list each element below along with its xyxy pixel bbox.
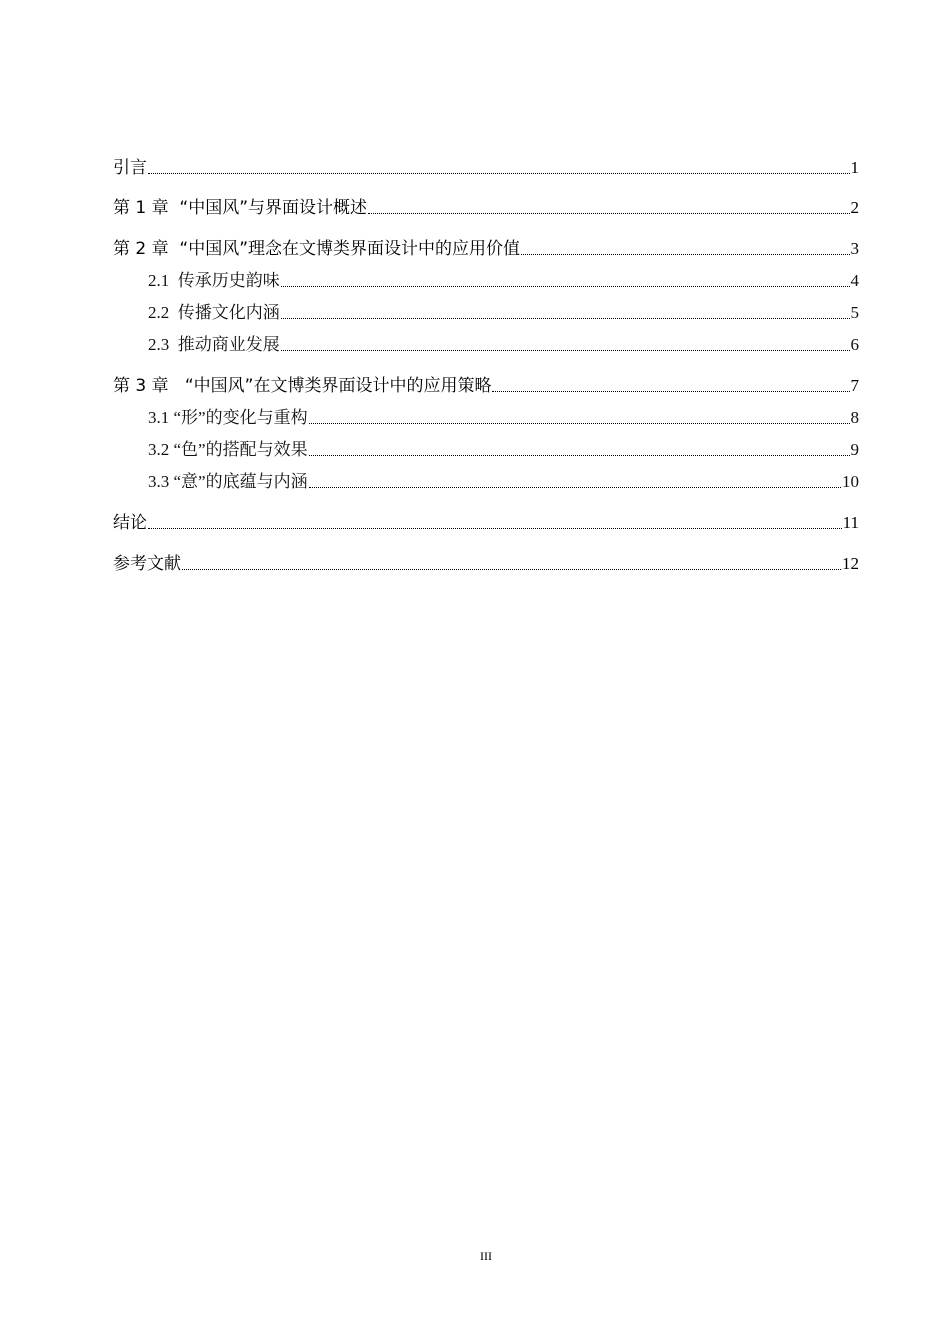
toc-page: 11 bbox=[842, 513, 859, 532]
toc-page: 5 bbox=[850, 303, 859, 322]
dot-leader bbox=[309, 423, 850, 424]
toc-entry-2-3[interactable] bbox=[148, 332, 859, 356]
toc-page: 2 bbox=[850, 198, 859, 217]
toc-entry-references[interactable] bbox=[113, 551, 859, 575]
toc-page: 4 bbox=[850, 271, 859, 290]
dot-leader bbox=[309, 455, 850, 456]
toc-title: 第 2 章 “中国风”理念在文博类界面设计中的应用价值 bbox=[113, 239, 521, 259]
toc-page: 8 bbox=[850, 408, 859, 427]
dot-leader bbox=[521, 254, 849, 255]
toc-page: 7 bbox=[850, 376, 859, 395]
toc-page: 3 bbox=[850, 239, 859, 258]
dot-leader bbox=[492, 391, 849, 392]
toc-page: 10 bbox=[842, 472, 859, 491]
toc-page: 1 bbox=[850, 158, 859, 177]
toc-title: 2.2 传播文化内涵 bbox=[148, 303, 280, 322]
toc-title: 3.3 “意”的底蕴与内涵 bbox=[148, 472, 308, 491]
dot-leader bbox=[281, 350, 850, 351]
toc-title: 2.1 传承历史韵味 bbox=[148, 271, 280, 290]
toc-entry-introduction[interactable] bbox=[113, 155, 859, 179]
page-number: III bbox=[480, 1249, 492, 1263]
dot-leader bbox=[182, 569, 841, 570]
toc-page: 12 bbox=[842, 554, 859, 573]
dot-leader bbox=[281, 318, 850, 319]
toc-page: 6 bbox=[850, 335, 859, 354]
toc-entry-chapter-2[interactable] bbox=[113, 236, 859, 260]
toc-title: 结论 bbox=[113, 513, 147, 533]
dot-leader bbox=[309, 487, 841, 488]
toc-entry-2-2[interactable] bbox=[148, 300, 859, 324]
toc-title: 2.3 推动商业发展 bbox=[148, 335, 280, 354]
toc-entry-3-3[interactable] bbox=[148, 469, 859, 493]
toc-title: 第 1 章 “中国风”与界面设计概述 bbox=[113, 198, 368, 218]
toc-entry-3-2[interactable] bbox=[148, 437, 859, 461]
toc-entry-conclusion[interactable] bbox=[113, 510, 859, 534]
toc-title: 3.2 “色”的搭配与效果 bbox=[148, 440, 308, 459]
toc-page: 9 bbox=[850, 440, 859, 459]
toc-entry-3-1[interactable] bbox=[148, 405, 859, 429]
toc-title: 3.1 “形”的变化与重构 bbox=[148, 408, 308, 427]
toc-entry-chapter-1[interactable] bbox=[113, 195, 859, 219]
dot-leader bbox=[281, 286, 850, 287]
toc-title: 引言 bbox=[113, 158, 147, 178]
dot-leader bbox=[368, 213, 849, 214]
dot-leader bbox=[148, 173, 850, 174]
toc-entry-chapter-3[interactable] bbox=[113, 373, 859, 397]
toc-title: 第 3 章 “中国风”在文博类界面设计中的应用策略 bbox=[113, 376, 492, 396]
dot-leader bbox=[148, 528, 842, 529]
toc-title: 参考文献 bbox=[113, 554, 181, 574]
toc-entry-2-1[interactable] bbox=[148, 268, 859, 292]
